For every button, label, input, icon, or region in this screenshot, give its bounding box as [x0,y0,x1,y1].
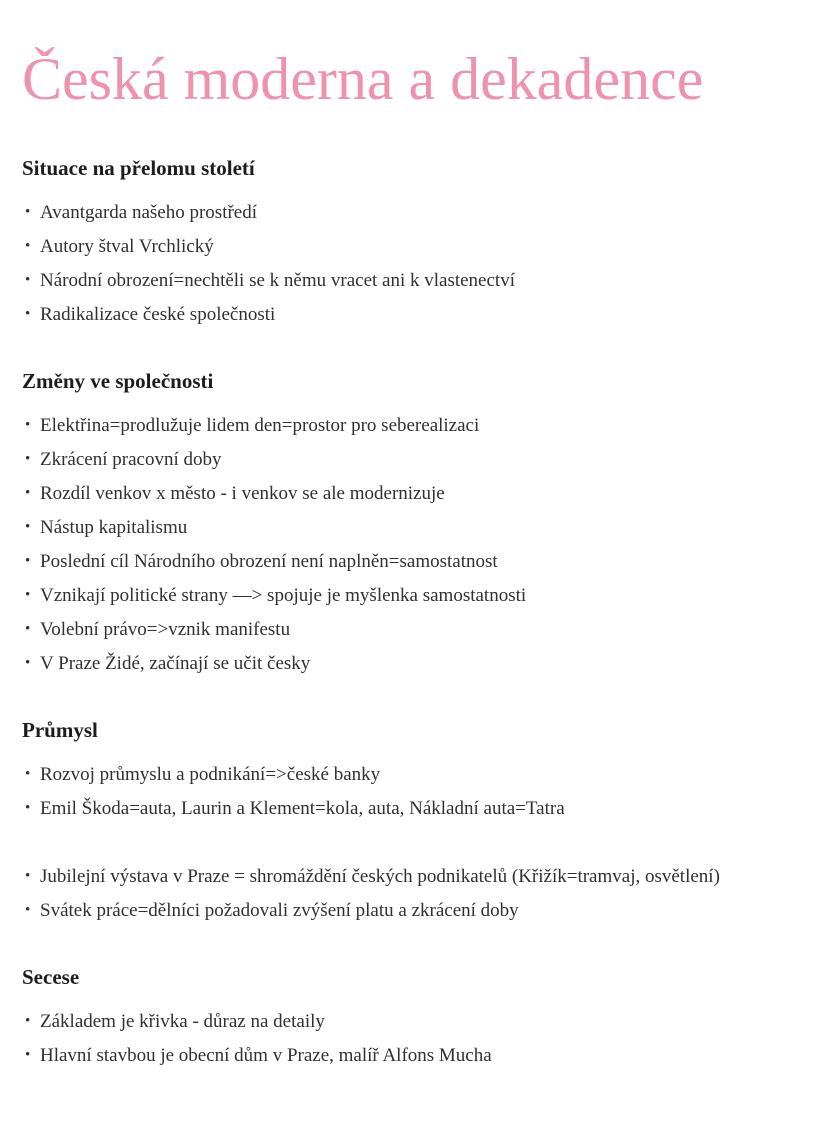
list-item-text: Jubilejní výstava v Praze = shromáždění českých podnikatelů (Křižík=tramvaj, osvětlení) [40,866,720,887]
list-item [22,653,788,674]
bullet-icon: • [25,902,31,918]
bullet-icon: • [25,553,31,569]
list-item-text: Volební právo=>vznik manifestu [40,619,291,640]
list-item-text: Emil Škoda=auta, Laurin a Klement=kola, auta, Nákladní auta=Tatra [40,798,565,819]
list-item [22,517,788,538]
list-item-text: Národní obrození=nechtěli se k němu vracet ani k vlastenectví [40,270,515,291]
bullet-icon: • [25,587,31,603]
bullet-icon: • [25,417,31,433]
list-item-text: V Praze Židé, začínají se učit česky [40,653,311,674]
list-item-text: Svátek práce=dělníci požadovali zvýšení platu a zkrácení doby [40,900,519,921]
list-item-text: Rozdíl venkov x město - i venkov se ale modernizuje [40,483,445,504]
page-title: Česká moderna a dekadence [22,46,704,112]
bullet-icon: • [25,519,31,535]
bullet-icon: • [25,1047,31,1063]
list-item-text: Avantgarda našeho prostředí [40,202,258,223]
list-item [22,449,788,470]
list-item [22,798,788,819]
list-item [22,900,788,921]
list-item [22,866,788,887]
bullet-icon: • [25,868,31,884]
document-body [0,46,828,1066]
section-situace [22,156,788,325]
bullet-list [22,1011,788,1066]
list-item [22,483,788,504]
bullet-icon: • [25,766,31,782]
bullet-list [22,202,788,325]
list-item [22,1045,788,1066]
list-item [22,304,788,325]
list-item-text: Zkrácení pracovní doby [40,449,222,470]
list-item-text: Základem je křivka - důraz na detaily [40,1011,325,1032]
bullet-icon: • [25,204,31,220]
bullet-icon: • [25,238,31,254]
bullet-icon: • [25,272,31,288]
bullet-icon: • [25,800,31,816]
list-item [22,270,788,291]
list-item-text: Nástup kapitalismu [40,517,188,538]
list-item [22,585,788,606]
list-item-text: Elektřina=prodlužuje lidem den=prostor pro seberealizaci [40,415,480,436]
list-item [22,1011,788,1032]
section-heading: Změny ve společnosti [22,369,214,393]
list-item [22,415,788,436]
bullet-list [22,415,788,674]
section-zmeny [22,369,788,674]
section-heading: Secese [22,965,80,989]
list-item [22,236,788,257]
bullet-icon: • [25,1013,31,1029]
list-item [22,551,788,572]
section-prumysl [22,718,788,921]
section-heading: Situace na přelomu století [22,156,255,180]
list-item-text: Poslední cíl Národního obrození není naplněn=samostatnost [40,551,498,572]
list-item-text: Radikalizace české společnosti [40,304,276,325]
section-heading: Průmysl [22,718,98,742]
list-item-text: Autory štval Vrchlický [40,236,214,257]
bullet-icon: • [25,621,31,637]
section-secese [22,965,788,1066]
list-item-text: Vznikají politické strany —> spojuje je myšlenka samostatnosti [40,585,527,606]
bullet-icon: • [25,306,31,322]
bullet-icon: • [25,485,31,501]
list-item [22,202,788,223]
bullet-icon: • [25,451,31,467]
bullet-icon: • [25,655,31,671]
list-item [22,619,788,640]
list-item-text: Rozvoj průmyslu a podnikání=>české banky [40,764,381,785]
list-item-text: Hlavní stavbou je obecní dům v Praze, malíř Alfons Mucha [40,1045,492,1066]
bullet-list [22,764,788,921]
list-item [22,764,788,785]
